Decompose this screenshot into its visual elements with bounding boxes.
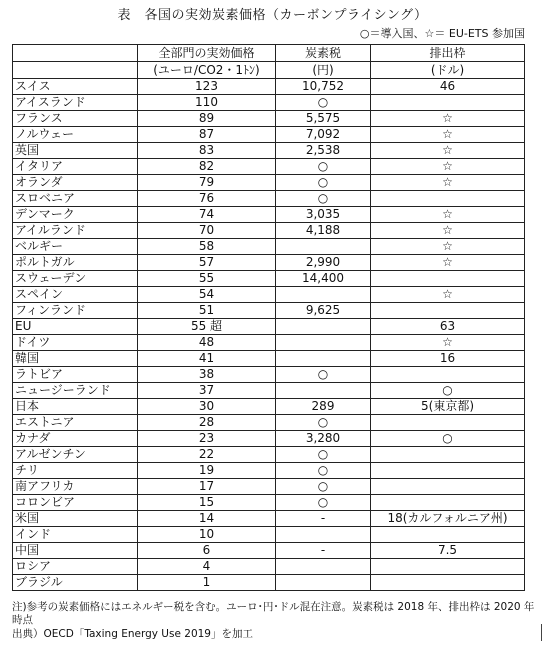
- table-row: [13, 143, 525, 159]
- ets-cell: [371, 447, 525, 463]
- country-cell: ポルトガル: [13, 255, 138, 271]
- price-cell: 110: [138, 95, 276, 111]
- source-credit: 出典）OECD「Taxing Energy Use 2019」を加工: [12, 628, 253, 640]
- table-row: [13, 575, 525, 591]
- tax-cell: 10,752: [276, 79, 371, 95]
- tax-cell: ○: [276, 447, 371, 463]
- ets-cell: ☆: [371, 175, 525, 191]
- price-cell: 19: [138, 463, 276, 479]
- country-cell: スイス: [13, 79, 138, 95]
- table-row: [13, 479, 525, 495]
- country-cell: スペイン: [13, 287, 138, 303]
- header-tax: 炭素税: [276, 45, 371, 62]
- table-row: [13, 175, 525, 191]
- ets-cell: [371, 95, 525, 111]
- table-row: [13, 399, 525, 415]
- country-cell: 中国: [13, 543, 138, 559]
- header-price: 全部門の実効価格: [138, 45, 276, 62]
- table-row: [13, 111, 525, 127]
- ets-cell: [371, 415, 525, 431]
- footnote: 注)参考の炭素価格にはエネルギー税を含む。ユーロ･円･ドル混在注意。炭素税は 2018 年、排出枠は 2020 年時点: [12, 601, 535, 626]
- ets-cell: ☆: [371, 255, 525, 271]
- price-cell: 41: [138, 351, 276, 367]
- table-row: [13, 511, 525, 527]
- country-cell: デンマーク: [13, 207, 138, 223]
- tax-cell: ○: [276, 175, 371, 191]
- price-cell: 79: [138, 175, 276, 191]
- table-row: [13, 319, 525, 335]
- tax-cell: [276, 319, 371, 335]
- tax-cell: 5,575: [276, 111, 371, 127]
- country-cell: イタリア: [13, 159, 138, 175]
- ets-cell: 16: [371, 351, 525, 367]
- country-cell: チリ: [13, 463, 138, 479]
- tax-cell: [276, 575, 371, 591]
- country-cell: スロベニア: [13, 191, 138, 207]
- legend-text: ○＝導入国、☆＝ EU-ETS 参加国: [359, 27, 525, 40]
- country-cell: ニュージーランド: [13, 383, 138, 399]
- ets-cell: [371, 367, 525, 383]
- price-cell: 48: [138, 335, 276, 351]
- country-cell: 日本: [13, 399, 138, 415]
- tax-cell: ○: [276, 95, 371, 111]
- price-cell: 14: [138, 511, 276, 527]
- tax-cell: [276, 335, 371, 351]
- tax-cell: 3,280: [276, 431, 371, 447]
- country-cell: エストニア: [13, 415, 138, 431]
- header-country-blank-2: [13, 62, 138, 79]
- table-row: [13, 303, 525, 319]
- ets-cell: ☆: [371, 207, 525, 223]
- country-cell: カナダ: [13, 431, 138, 447]
- ets-cell: ☆: [371, 335, 525, 351]
- table-body: [13, 79, 525, 591]
- country-cell: オランダ: [13, 175, 138, 191]
- ets-cell: ☆: [371, 159, 525, 175]
- ets-cell: ☆: [371, 143, 525, 159]
- country-cell: ラトビア: [13, 367, 138, 383]
- price-cell: 23: [138, 431, 276, 447]
- tax-cell: [276, 527, 371, 543]
- country-cell: ドイツ: [13, 335, 138, 351]
- header-row-1: [13, 45, 525, 62]
- ets-cell: 46: [371, 79, 525, 95]
- country-cell: インド: [13, 527, 138, 543]
- ets-cell: ☆: [371, 111, 525, 127]
- table-row: [13, 95, 525, 111]
- table-row: [13, 207, 525, 223]
- tax-cell: 289: [276, 399, 371, 415]
- price-cell: 37: [138, 383, 276, 399]
- price-cell: 38: [138, 367, 276, 383]
- ets-cell: 7.5: [371, 543, 525, 559]
- tax-cell: ○: [276, 367, 371, 383]
- ets-cell: 5(東京都): [371, 399, 525, 415]
- price-cell: 123: [138, 79, 276, 95]
- country-cell: ノルウェー: [13, 127, 138, 143]
- price-cell: 10: [138, 527, 276, 543]
- country-cell: スウェーデン: [13, 271, 138, 287]
- price-cell: 6: [138, 543, 276, 559]
- tax-cell: ○: [276, 191, 371, 207]
- ets-cell: [371, 527, 525, 543]
- table-row: [13, 559, 525, 575]
- price-cell: 74: [138, 207, 276, 223]
- table-row: [13, 351, 525, 367]
- header-tax-unit: (円): [276, 62, 371, 79]
- country-cell: ベルギー: [13, 239, 138, 255]
- country-cell: アルゼンチン: [13, 447, 138, 463]
- tax-cell: [276, 383, 371, 399]
- table-row: [13, 191, 525, 207]
- price-cell: 57: [138, 255, 276, 271]
- table-row: [13, 79, 525, 95]
- country-cell: 英国: [13, 143, 138, 159]
- country-cell: アイルランド: [13, 223, 138, 239]
- tax-cell: [276, 287, 371, 303]
- price-cell: 82: [138, 159, 276, 175]
- tax-cell: ○: [276, 159, 371, 175]
- tax-cell: 9,625: [276, 303, 371, 319]
- tax-cell: [276, 559, 371, 575]
- table-row: [13, 239, 525, 255]
- price-cell: 58: [138, 239, 276, 255]
- tax-cell: 2,538: [276, 143, 371, 159]
- ets-cell: ☆: [371, 223, 525, 239]
- table-row: [13, 463, 525, 479]
- ets-cell: [371, 191, 525, 207]
- tax-cell: 4,188: [276, 223, 371, 239]
- ets-cell: [371, 479, 525, 495]
- table-row: [13, 287, 525, 303]
- country-cell: ロシア: [13, 559, 138, 575]
- country-cell: 韓国: [13, 351, 138, 367]
- tax-cell: ○: [276, 479, 371, 495]
- ets-cell: [371, 495, 525, 511]
- tax-cell: [276, 351, 371, 367]
- table-row: [13, 447, 525, 463]
- price-cell: 17: [138, 479, 276, 495]
- country-cell: EU: [13, 319, 138, 335]
- table-row: [13, 495, 525, 511]
- price-cell: 83: [138, 143, 276, 159]
- tax-cell: ○: [276, 415, 371, 431]
- country-cell: フランス: [13, 111, 138, 127]
- ets-cell: [371, 303, 525, 319]
- table-row: [13, 335, 525, 351]
- header-row-2: [13, 62, 525, 79]
- ets-cell: 18(カルフォルニア州): [371, 511, 525, 527]
- price-cell: 22: [138, 447, 276, 463]
- table-row: [13, 127, 525, 143]
- table-row: [13, 543, 525, 559]
- table-row: [13, 255, 525, 271]
- table-row: [13, 383, 525, 399]
- table-row: [13, 527, 525, 543]
- tax-cell: -: [276, 511, 371, 527]
- ets-cell: ○: [371, 383, 525, 399]
- tax-cell: 7,092: [276, 127, 371, 143]
- tax-cell: [276, 239, 371, 255]
- tax-cell: ○: [276, 463, 371, 479]
- text-cursor: [541, 624, 542, 641]
- carbon-price-table: [12, 44, 525, 591]
- price-cell: 1: [138, 575, 276, 591]
- country-cell: アイスランド: [13, 95, 138, 111]
- header-price-unit: (ユーロ/CO2・1ﾄﾝ): [138, 62, 276, 79]
- price-cell: 54: [138, 287, 276, 303]
- ets-cell: [371, 463, 525, 479]
- header-ets: 排出枠: [371, 45, 525, 62]
- header-ets-unit: (ドル): [371, 62, 525, 79]
- ets-cell: ☆: [371, 127, 525, 143]
- price-cell: 55: [138, 271, 276, 287]
- header-country-blank: [13, 45, 138, 62]
- country-cell: 南アフリカ: [13, 479, 138, 495]
- ets-cell: [371, 575, 525, 591]
- price-cell: 30: [138, 399, 276, 415]
- ets-cell: [371, 271, 525, 287]
- price-cell: 51: [138, 303, 276, 319]
- country-cell: 米国: [13, 511, 138, 527]
- tax-cell: 14,400: [276, 271, 371, 287]
- price-cell: 87: [138, 127, 276, 143]
- tax-cell: ○: [276, 495, 371, 511]
- table-row: [13, 159, 525, 175]
- country-cell: フィンランド: [13, 303, 138, 319]
- tax-cell: 3,035: [276, 207, 371, 223]
- table-row: [13, 415, 525, 431]
- table-row: [13, 431, 525, 447]
- table-row: [13, 271, 525, 287]
- price-cell: 89: [138, 111, 276, 127]
- country-cell: ブラジル: [13, 575, 138, 591]
- ets-cell: 63: [371, 319, 525, 335]
- price-cell: 76: [138, 191, 276, 207]
- table-row: [13, 367, 525, 383]
- ets-cell: [371, 559, 525, 575]
- price-cell: 15: [138, 495, 276, 511]
- price-cell: 4: [138, 559, 276, 575]
- table-row: [13, 223, 525, 239]
- price-cell: 70: [138, 223, 276, 239]
- country-cell: コロンビア: [13, 495, 138, 511]
- ets-cell: ☆: [371, 287, 525, 303]
- price-cell: 28: [138, 415, 276, 431]
- ets-cell: ☆: [371, 239, 525, 255]
- table-title: 表 各国の実効炭素価格（カーボンプライシング）: [117, 8, 428, 23]
- price-cell: 55 超: [138, 319, 276, 335]
- tax-cell: 2,990: [276, 255, 371, 271]
- tax-cell: -: [276, 543, 371, 559]
- ets-cell: ○: [371, 431, 525, 447]
